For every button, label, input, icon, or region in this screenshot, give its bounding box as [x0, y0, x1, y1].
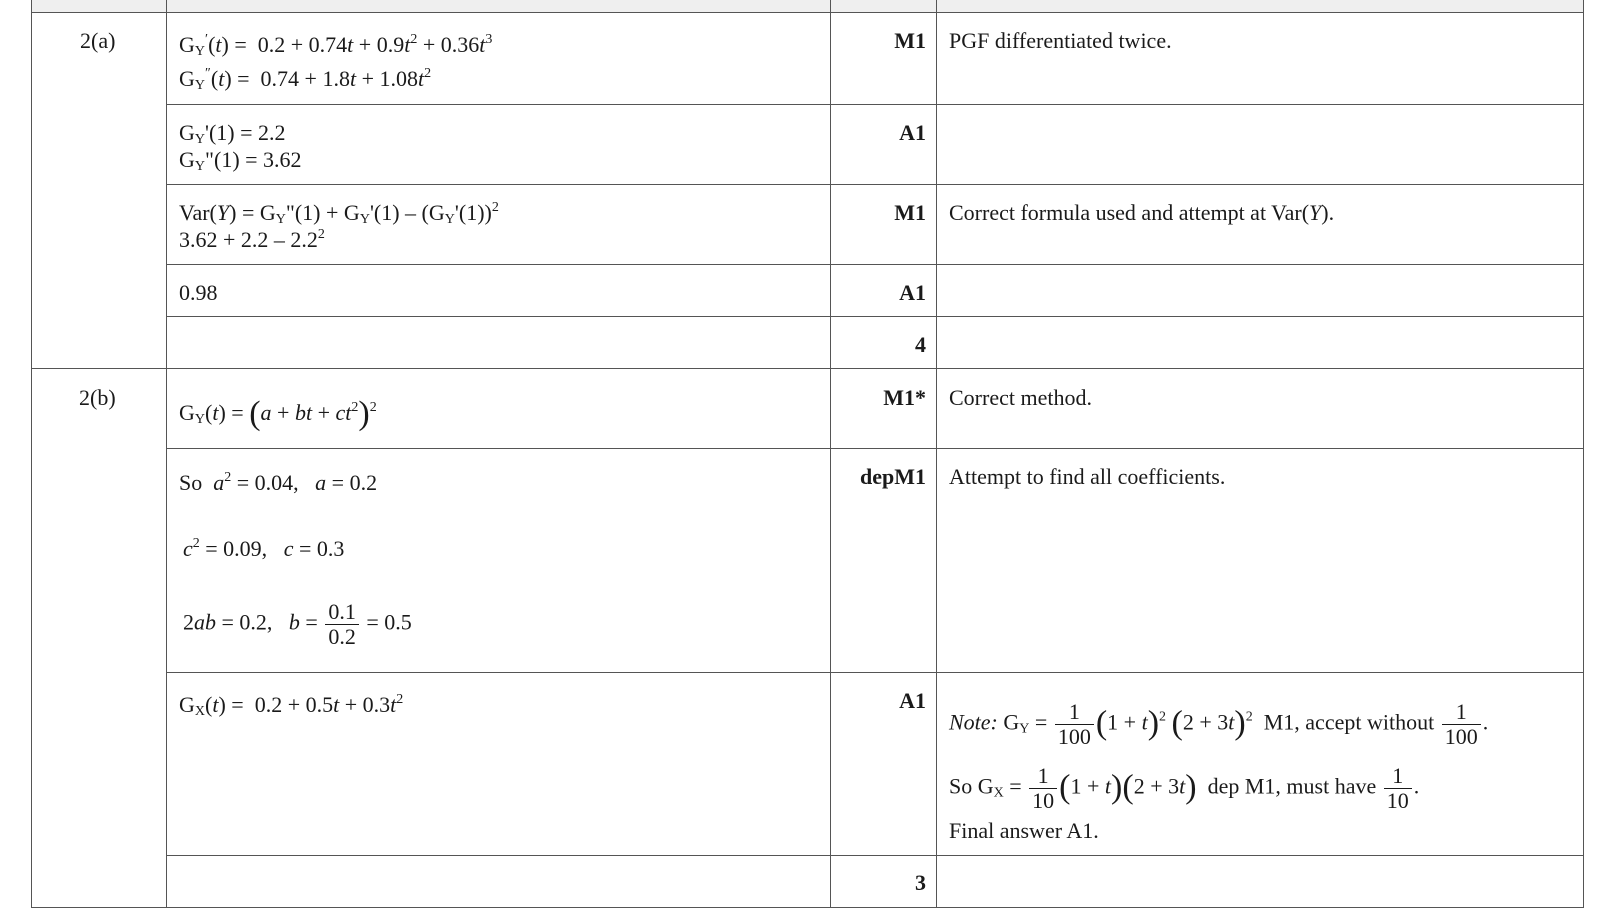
row-divider: [166, 104, 1584, 105]
row-divider: [166, 855, 1584, 856]
total-marks: 4: [915, 332, 926, 357]
question-number: 2(b): [79, 385, 116, 410]
row-divider: [31, 368, 1584, 369]
answer-line: $G_X(t) = 0.2 + 0.5t + 0.3t^2$: [179, 692, 404, 719]
col-divider: [31, 0, 32, 908]
answer-line: So $a^2 = 0.04$, a = 0.2: [179, 470, 378, 495]
mark-cell: M1: [894, 28, 926, 53]
answer-line: $Var(Y) = G_Y"(1) + G_Y'(1) - (G_Y'(1))^2$: [179, 200, 499, 227]
answer-line: $G_Y"(1) = 3.62$: [179, 147, 302, 174]
row-divider: [31, 907, 1584, 908]
row-divider: [166, 672, 1584, 673]
answer-line: $G_Y'(t) = 0.2 + 0.74t + 0.9t^2 + 0.36t^3$: [179, 32, 493, 59]
guidance-so: So $G_X$ = $\frac{1}{10}$ (1 + t)(2 + 3t) dep M1, must have $\frac{1}{10}$ .: [949, 763, 1420, 813]
answer-line: 2ab = 0.2, b = $\frac{0.1}{0.2}$ = 0.5: [183, 599, 412, 649]
row-divider: [31, 12, 1584, 13]
guidance-text: Correct formula used and attempt at Var(Y).: [949, 200, 1335, 225]
answer-line: $G_Y'(1) = 2.2$: [179, 120, 286, 147]
mark-cell: depM1: [860, 464, 926, 489]
answer-line: $c^2 = 0.09$, c = 0.3: [183, 536, 345, 561]
question-number: 2(a): [80, 28, 116, 53]
row-divider: [166, 184, 1584, 185]
mark-cell: A1: [899, 280, 926, 305]
answer-line: $G_Y''(t) = 0.74 + 1.8t + 1.08t^2$: [179, 66, 432, 93]
guidance-final: Final answer A1.: [949, 818, 1099, 843]
answer-line: $G_Y(t) = (a$ + bt + $ct^2)^2$: [179, 395, 377, 432]
answer-line: 0.98: [179, 280, 218, 305]
mark-cell: M1*: [883, 385, 926, 410]
row-divider: [166, 264, 1584, 265]
total-marks: 3: [915, 870, 926, 895]
answer-line: $3.62 + 2.2 - 2.2^2$: [179, 227, 325, 252]
guidance-text: PGF differentiated twice.: [949, 28, 1172, 53]
header-row-remnant: [31, 0, 1584, 12]
mark-cell: M1: [894, 200, 926, 225]
mark-cell: A1: [899, 120, 926, 145]
mark-cell: A1: [899, 688, 926, 713]
col-divider: [830, 0, 831, 908]
guidance-text: Correct method.: [949, 385, 1092, 410]
col-divider: [936, 0, 937, 908]
row-divider: [166, 316, 1584, 317]
row-divider: [166, 448, 1584, 449]
guidance-text: Attempt to find all coefficients.: [949, 464, 1226, 489]
col-divider: [166, 0, 167, 908]
guidance-note: Note: $G_Y$ = $\frac{1}{100}$ $(1 + t)^2$ $(2 + 3t)^2$ M1, accept without $\frac{1}{100}$ .: [949, 699, 1489, 749]
col-divider: [1583, 0, 1584, 908]
